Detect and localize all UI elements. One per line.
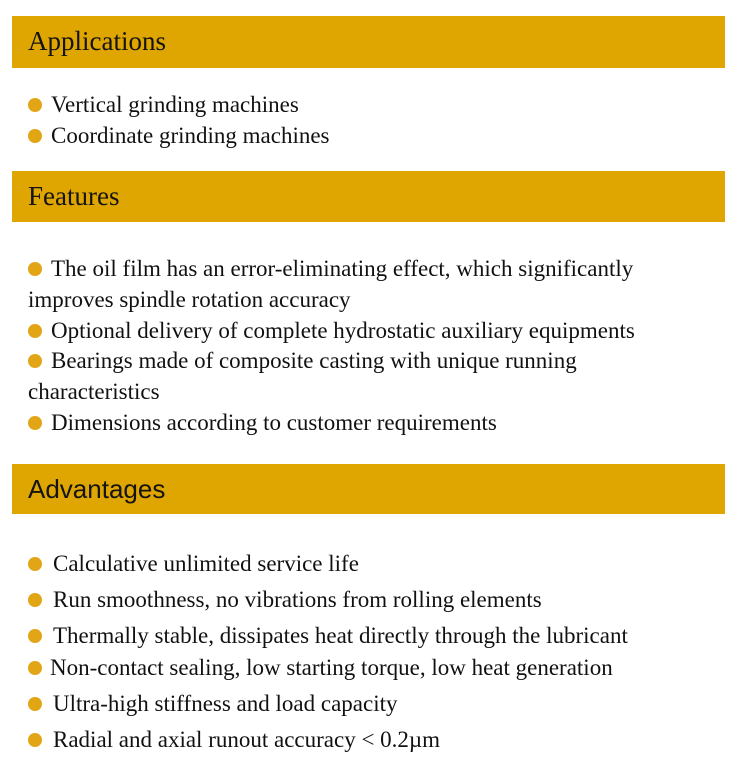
advantages-header-banner	[12, 464, 725, 514]
bullet-icon	[28, 629, 42, 643]
bullet-icon	[28, 98, 42, 112]
list-item: Dimensions according to customer requirements	[28, 411, 497, 434]
list-item: Run smoothness, no vibrations from rolling elements	[28, 588, 542, 611]
list-item: Non-contact sealing, low starting torque, low heat generation	[28, 656, 613, 679]
section-title: Features	[28, 181, 120, 211]
features-header-banner	[12, 171, 725, 222]
bullet-icon	[28, 354, 42, 368]
bullet-icon	[28, 557, 42, 571]
section-title: Advantages	[28, 474, 166, 504]
list-item: Ultra-high stiffness and load capacity	[28, 692, 397, 715]
list-item: Optional delivery of complete hydrostatic auxiliary equipments	[28, 319, 635, 342]
list-item: The oil film has an error-eliminating effect, which significantly	[28, 257, 633, 280]
list-item: Bearings made of composite casting with unique running	[28, 349, 577, 372]
bullet-icon	[28, 129, 42, 143]
list-item: Vertical grinding machines	[28, 93, 299, 116]
list-item: Coordinate grinding machines	[28, 124, 330, 147]
bullet-icon	[28, 661, 42, 675]
bullet-icon	[28, 733, 42, 747]
bullet-icon	[28, 697, 42, 711]
list-item: Thermally stable, dissipates heat directly through the lubricant	[28, 624, 628, 647]
section-title: Applications	[28, 26, 166, 56]
bullet-icon	[28, 262, 42, 276]
bullet-icon	[28, 416, 42, 430]
bullet-icon	[28, 324, 42, 338]
list-item-continuation: characteristics	[28, 379, 160, 404]
list-item: Calculative unlimited service life	[28, 552, 359, 575]
bullet-icon	[28, 593, 42, 607]
list-item-continuation: improves spindle rotation accuracy	[28, 287, 351, 312]
applications-header-banner	[12, 16, 725, 68]
list-item: Radial and axial runout accuracy < 0.2µm	[28, 728, 440, 751]
